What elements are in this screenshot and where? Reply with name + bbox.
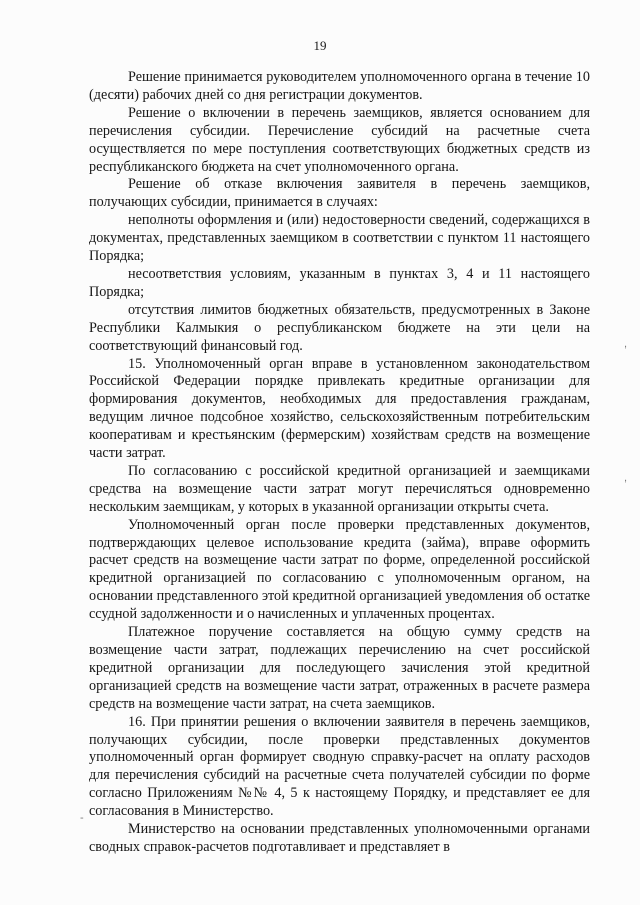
paragraph: 16. При принятии решения о включении заявителя в перечень заемщиков, получающих субсидии, после проверки представленных документов уполномоченный орган формирует сводную справку-расчет на оплату расходов для перечисления субсидий на расчетные счета получателей субсидии по форме согласно Приложениям №№ 4, 5 к настоящему Порядку, и представляет ее для согласования в Министерство.	[89, 713, 590, 820]
paragraph: По согласованию с российской кредитной организацией и заемщиками средства на возмещение части затрат могут перечисляться одновременно нескольким заемщикам, у которых в указанной организации открыты счета.	[89, 462, 590, 515]
paragraph: Решение об отказе включения заявителя в перечень заемщиков, получающих субсидии, принимается в случаях:	[89, 176, 590, 211]
paragraph: Решение о включении в перечень заемщиков, является основанием для перечисления субсидии. Перечисление субсидий на расчетные счета осуществляется по мере поступления соответствующих бюджетных средств из республиканского бюджета на счет уполномоченного органа.	[89, 104, 590, 175]
scan-mark: -	[80, 812, 84, 824]
paragraph: отсутствия лимитов бюджетных обязательств, предусмотренных в Законе Республики Калмыкия о республиканском бюджете на эти цели на соответствующий финансовый год.	[89, 301, 590, 354]
paragraph: несоответствия условиям, указанным в пунктах 3, 4 и 11 настоящего Порядка;	[89, 265, 590, 300]
page-number: 19	[313, 38, 327, 53]
paragraph: Министерство на основании представленных уполномоченными органами сводных справок-расчетов подготавливает и представляет в	[89, 821, 590, 855]
document-body	[89, 69, 590, 857]
paragraph: Решение принимается руководителем уполномоченного органа в течение 10 (десяти) рабочих дней со дня регистрации документов.	[89, 69, 590, 103]
paragraph: 15. Уполномоченный орган вправе в установленном законодательством Российской Федерации порядке привлекать кредитные организации для формирования документов, необходимых для предоставления гражданам, ведущим личное подсобное хозяйство, сельскохозяйственным потребительским кооперативам и крестьянским (фермерским) хозяйствам средств на возмещение части затрат.	[89, 355, 590, 462]
paragraph: неполноты оформления и (или) недостоверности сведений, содержащихся в документах, представленных заемщиком в соответствии с пунктом 11 настоящего Порядка;	[89, 212, 590, 265]
paragraph: Платежное поручение составляется на общую сумму средств на возмещение части затрат, подлежащих перечислению на счет российской кредитной организации для последующего зачисления этой кредитной организацией средств на возмещение части затрат, отраженных в расчете размера средств на возмещение части затрат, на счета заемщиков.	[89, 624, 590, 712]
scan-mark: ,	[624, 472, 628, 484]
paragraph: Уполномоченный орган после проверки представленных документов, подтверждающих целевое использование кредита (займа), вправе оформить расчет средств на возмещение части затрат по форме, определенной российской кредитной организацией по согласованию с уполномоченным органом, на основании представленного этой кредитной организацией уведомления об остатке ссудной задолженности и о начисленных и уплаченных процентах.	[89, 516, 590, 623]
scan-mark: ,	[624, 338, 628, 350]
